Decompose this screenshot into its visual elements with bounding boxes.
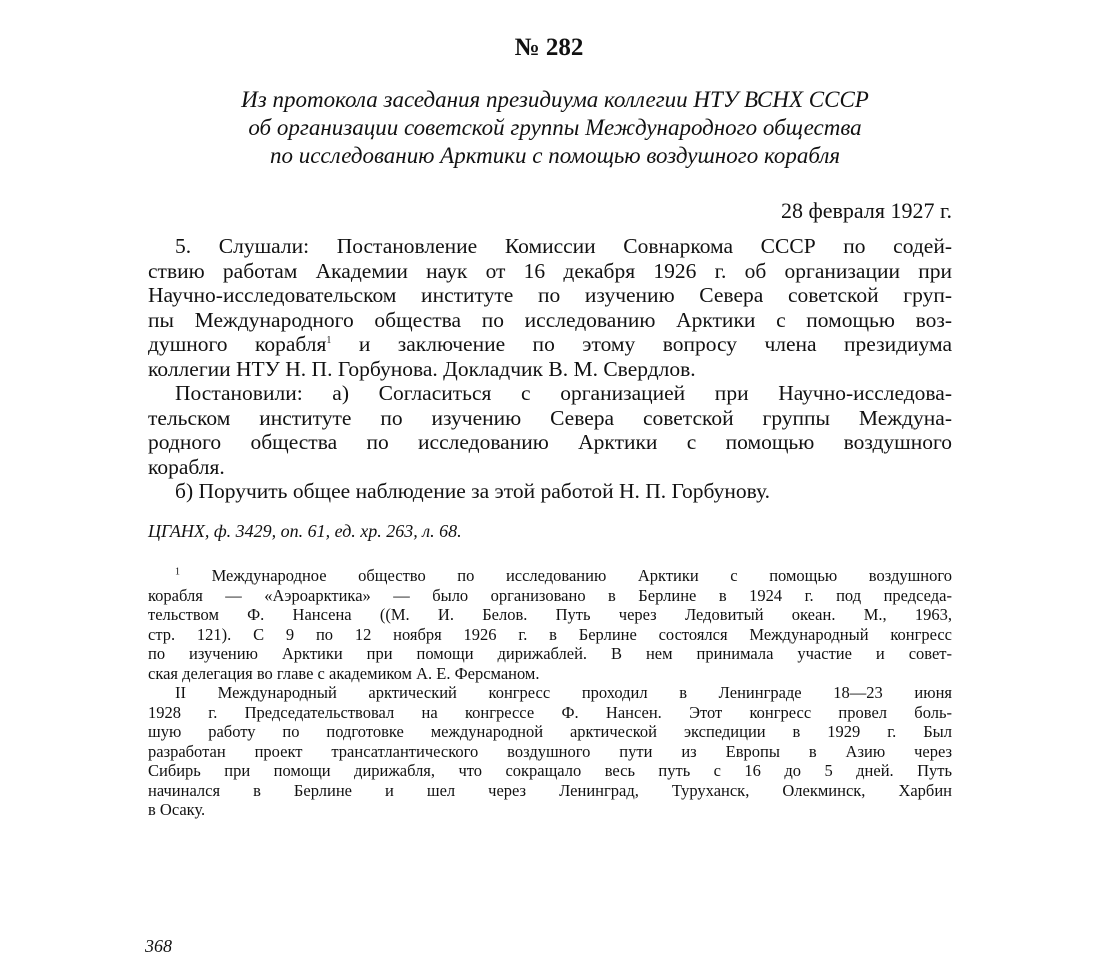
text-line: пы Международного общества по исследованию Арктики с помощью воз- [148,307,952,332]
text-fragment: Международное общество по исследованию Арктики с помощью воздушного [180,566,952,585]
paragraph-resolution-b [148,479,952,504]
archive-reference: ЦГАНХ, ф. 3429, оп. 61, ед. хр. 263, л. 68. [148,521,462,541]
text-line [148,332,952,357]
text-line: ствию работам Академии наук от 16 декабря 1926 г. об организации при [148,258,952,283]
text-line: начинался в Берлине и шел через Ленинград, Туруханск, Олекминск, Харбин [148,780,952,800]
heading-line: по исследованию Арктики с помощью воздушного корабля [269,143,841,168]
text-line: родного общества по исследованию Арктики с помощью воздушного [148,430,952,454]
footnotes [148,566,952,820]
text-line: Научно-исследовательском институте по изучению Севера советской груп- [148,283,952,307]
heading-line: Из протокола заседания президиума коллегии НТУ ВСНХ СССР [241,87,869,112]
footnote-1-continued [148,683,952,820]
text-line: разработан проект трансатлантического воздушного пути из Европы в Азию через [148,741,952,761]
footnote-reference[interactable]: 1 [326,334,332,346]
text-line: по изучению Арктики при помощи дирижаблей. В нем принимала участие и совет- [148,644,952,663]
text-line: стр. 121). С 9 по 12 ноября 1926 г. в Берлине состоялся Международный конгресс [148,624,952,644]
document-date: 28 февраля 1927 г. [780,198,952,223]
text-line: шую работу по подготовке международной арктической экспедиции в 1929 г. Был [148,722,952,741]
text-line: ская делегация во главе с академиком А. Е. Ферсманом. [148,663,540,683]
footnote-marker: 1 [175,566,180,578]
paragraph-resolved [148,381,952,479]
text-line: б) Поручить общее наблюдение за этой работой Н. П. Горбунову. [175,479,771,503]
text-line: II Международный арктический конгресс проходил в Ленинграде 18—23 июня [175,683,952,702]
paragraph-heard [148,234,952,381]
footnote-1 [148,566,952,683]
text-line: тельством Ф. Нансена ((М. И. Белов. Путь через Ледовитый океан. М., 1963, [148,605,952,624]
heading-line: об организации советской группы Международного общества [248,115,862,140]
text-line: коллегии НТУ Н. П. Горбунова. Докладчик В. М. Свердлов. [148,356,696,381]
document-number: № 282 [514,34,584,61]
text-fragment: и заключение по этому вопросу члена президиума [331,332,952,356]
text-line: в Осаку. [148,800,206,819]
text-fragment: душного корабля [148,332,327,356]
document-body [148,234,952,504]
document-heading [100,86,1010,170]
text-line: тельском институте по изучению Севера советской группы Междуна- [148,405,952,430]
text-line: 1928 г. Председательствовал на конгрессе Ф. Нансен. Этот конгресс провел боль- [148,702,952,722]
text-line: корабля — «Аэроарктика» — было организовано в Берлине в 1924 г. под председа- [148,585,952,605]
page-number: 368 [145,936,172,956]
text-line: Сибирь при помощи дирижабля, что сокращало весь путь с 16 до 5 дней. Путь [148,761,952,780]
text-line: 5. Слушали: Постановление Комиссии Совнаркома СССР по содей- [175,234,952,258]
text-line [148,566,952,586]
text-line: корабля. [148,454,225,479]
text-line: Постановили: а) Согласиться с организацией при Научно-исследова- [175,381,952,405]
